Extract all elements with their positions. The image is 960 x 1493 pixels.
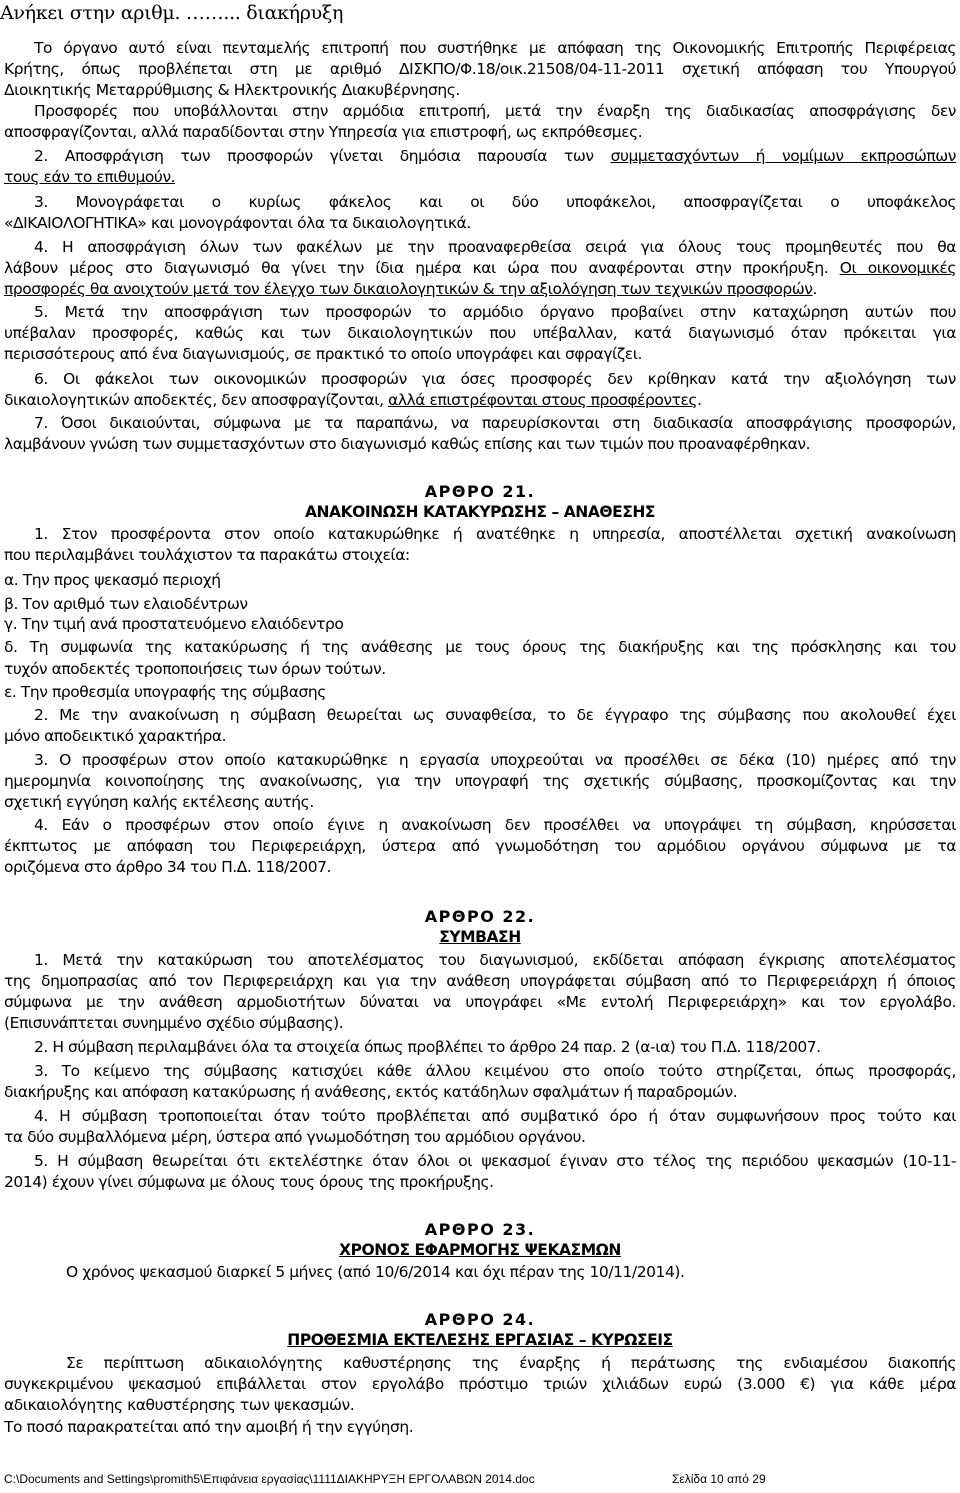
list-item: δ. Τη συμφωνία της κατακύρωσης ή της ανάθεσης με τους όρους της διακήρυξης και της πρόσκλησης και του	[4, 638, 956, 656]
text-segment: Όσοι δικαιούνται, σύμφωνα με τα παραπάνω, να παρευρίσκονται στη διαδικασία αποσφράγισης προσφορών,	[60, 414, 956, 432]
article-title: ΑΝΑΚΟΙΝΩΣΗ ΚΑΤΑΚΥΡΩΣΗΣ – ΑΝΑΘΕΣΗΣ	[304, 503, 656, 521]
list-item	[4, 413, 956, 434]
text-segment: Οι φάκελοι των οικονομικών προσφορών για όσες προσφορές δεν κρίθηκαν κατά την αξιολόγηση των	[63, 370, 956, 388]
text-line: οριζόμενα στο άρθρο 34 του Π.Δ. 118/2007.	[4, 858, 332, 876]
underlined-text: τους εάν το επιθυμούν.	[4, 168, 176, 186]
text-line: σχετική εγγύηση καλής εκτέλεσης αυτής.	[4, 793, 314, 811]
text-segment: Μετά την αποσφράγιση των προσφορών το αρμόδιο όργανο προβαίνει στην καταχώρηση αυτών που	[64, 303, 956, 321]
footer-file-path: C:\Documents and Settings\promith5\Επιφάνεια εργασίας\1111ΔΙΑΚΗΡΥΞΗ ΕΡΓΟΛΑΒΩΝ 2014.doc	[4, 1472, 535, 1486]
list-item: 2. Η σύμβαση περιλαμβάνει όλα τα στοιχεία όπως προβλέπει το άρθρο 24 παρ. 2 (α-ια) του Π.Δ. 118/2007.	[34, 1038, 821, 1056]
text-line: Ο χρόνος ψεκασμού διαρκεί 5 μήνες (από 10/6/2014 και όχι πέραν της 10/11/2014).	[66, 1263, 685, 1281]
text-line: της δημοπρασίας από τον Περιφερειάρχη και για την ανάθεση υπογράφεται σύμβαση από το Περιφερειάρχη ή όποιος	[4, 972, 956, 990]
text-line: υπέβαλαν προσφορές, καθώς και των δικαιολογητικών που υπέβαλλαν, κατά διαγωνισμό όταν πρόκειται για	[4, 324, 956, 342]
list-item	[4, 146, 956, 167]
article-title: ΣΥΜΒΑΣΗ	[439, 928, 521, 946]
list-item: 3. Ο προσφέρων στον οποίο κατακυρώθηκε η εργασία υποχρεούται να προσέλθει σε δέκα (10) ημέρες από την	[34, 751, 956, 769]
article-heading: ΑΡΘΡΟ 22.	[424, 907, 536, 926]
text-segment: .	[697, 391, 702, 409]
text-line: αποσφραγίζονται, αλλά παραδίδονται στην Υπηρεσία για επιστροφή, ως εκπρόθεσμες.	[4, 123, 643, 141]
list-item: 4. Εάν ο προσφέρων στον οποίο έγινε η ανακοίνωση δεν προσέλθει να υπογράψει τη σύμβαση, κηρύσσεται	[34, 816, 956, 834]
text-line: Σε περίπτωση αδικαιολόγητης καθυστέρησης της έναρξης ή περάτωσης της ενδιαμέσου διακοπής	[66, 1354, 956, 1372]
article-title: ΠΡΟΘΕΣΜΙΑ ΕΚΤΕΛΕΣΗΣ ΕΡΓΑΣΙΑΣ – ΚΥΡΩΣΕΙΣ	[287, 1331, 673, 1349]
list-item	[4, 192, 956, 213]
underlined-text: προσφορές θα ανοιχτούν μετά τον έλεγχο των δικαιολογητικών & την αξιολόγηση των τεχνικών προσφορών	[4, 280, 813, 298]
text-line: μόνο αποδεικτικό χαρακτήρα.	[4, 727, 227, 745]
text-line: περισσότερους από ένα διαγωνισμούς, σε πρακτικό το οποίο υπογράφει και σφραγίζει.	[4, 345, 643, 363]
text-segment: .	[812, 280, 817, 298]
list-item: ε. Την προθεσμία υπογραφής της σύμβασης	[4, 683, 326, 701]
text-segment: λάβουν μέρος στο διαγωνισμό θα γίνει την ίδια ημέρα και ώρα που αναφέρονται στην προκήρυξη.	[4, 259, 829, 277]
underlined-text: συμμετασχόντων ή νομίμων εκπροσώπων	[610, 147, 956, 165]
text-line: «ΔΙΚΑΙΟΛΟΓΗΤΙΚΑ» και μονογράφονται όλα τα δικαιολογητικά.	[4, 214, 471, 232]
list-item: γ. Την τιμή ανά προστατευόμενο ελαιόδεντρο	[4, 615, 344, 633]
text-line: διακήρυξης και απόφαση κατακύρωσης ή ανάθεσης, εκτός κατάδηλων σφαλμάτων ή παραδρομών.	[4, 1083, 738, 1101]
item-number: 6.	[34, 370, 48, 388]
list-item: 5. Η σύμβαση θεωρείται ότι εκτελέστηκε όταν όλοι οι ψεκασμοί έγιναν στο τέλος της περιόδου ψεκασμών (10-11-	[34, 1152, 956, 1170]
page-header: Ανήκει στην αριθμ. ……... διακήρυξη	[0, 2, 344, 24]
text-segment: δικαιολογητικών αποδεκτές, δεν αποσφραγίζονται,	[4, 391, 384, 409]
list-item	[4, 237, 956, 258]
article-title: ΧΡΟΝΟΣ ΕΦΑΡΜΟΓΗΣ ΨΕΚΑΣΜΩΝ	[339, 1241, 621, 1259]
article-heading: ΑΡΘΡΟ 24.	[424, 1310, 536, 1329]
list-item: 4. Η σύμβαση τροποποιείται όταν τούτο προβλέπεται από συμβατικό όρο ή όταν συμφωνήσουν προς τούτο και	[34, 1107, 956, 1125]
text-line: λαμβάνουν γνώση των συμμετασχόντων στο διαγωνισμό καθώς επίσης και των τιμών που προαναφέρθηκαν.	[4, 435, 811, 453]
footer-page-number: Σελίδα 10 από 29	[672, 1472, 766, 1486]
text-line: Διοικητικής Μεταρρύθμισης & Ηλεκτρονικής Διακυβέρνησης.	[4, 81, 460, 99]
text-line: αδικαιολόγητης καθυστέρησης των ψεκασμών.	[4, 1396, 355, 1414]
item-number: 4.	[34, 238, 48, 256]
underlined-text: Οι οικονομικές	[839, 259, 956, 277]
text-line: Το όργανο αυτό είναι πενταμελής επιτροπή που συστήθηκε με απόφαση της Οικονομικής Επιτροπής Περιφέρειας	[34, 39, 956, 57]
text-segment: Αποσφράγιση των προσφορών γίνεται δημόσια παρουσία των	[64, 147, 594, 165]
text-line: Το ποσό παρακρατείται από την αμοιβή ή την εγγύηση.	[4, 1418, 414, 1436]
list-item: 1. Στον προσφέροντα στον οποίο κατακυρώθηκε ή ανατέθηκε η υπηρεσία, αποστέλλεται σχετική ανακοίνωση	[34, 525, 956, 543]
text-line: που περιλαμβάνει τουλάχιστον τα παρακάτω στοιχεία:	[4, 546, 410, 564]
item-number: 2.	[34, 147, 48, 165]
text-segment: Η αποσφράγιση όλων των φακέλων με την προαναφερθείσα σειρά για όλους τους προμηθευτές που θα	[62, 238, 956, 256]
underlined-text: αλλά επιστρέφονται στους προσφέροντες	[388, 391, 698, 409]
list-item: α. Την προς ψεκασμό περιοχή	[4, 571, 221, 589]
list-item: 1. Μετά την κατακύρωση του αποτελέσματος του διαγωνισμού, εκδίδεται απόφαση έγκρισης αποτελέσματος	[34, 951, 956, 969]
article-heading: ΑΡΘΡΟ 21.	[424, 482, 536, 501]
text-line	[4, 258, 956, 279]
list-item: 3. Το κείμενο της σύμβασης κατισχύει κάθε άλλου κειμένου στο οποίο τούτο στηρίζεται, όπως προσφοράς,	[34, 1062, 956, 1080]
list-item	[4, 302, 956, 323]
text-line: ημερομηνία κοινοποίησης της ανακοίνωσης, για την υπογραφή της σχετικής σύμβασης, προσκομίζοντας και την	[4, 772, 956, 790]
list-item: β. Τον αριθμό των ελαιοδέντρων	[4, 595, 248, 613]
text-line: (Επισυνάπτεται συνημμένο σχέδιο σύμβασης).	[4, 1014, 344, 1032]
text-line: συγκεκριμένου ψεκασμού επιβάλλεται στον εργολάβο πρόστιμο τριών χιλιάδων ευρώ (3.000 €) για κάθε μέρα	[4, 1375, 956, 1393]
list-item: 2. Με την ανακοίνωση η σύμβαση θεωρείται ως συναφθείσα, το δε έγγραφο της σύμβασης που ακολουθεί έχει	[34, 706, 956, 724]
article-heading: ΑΡΘΡΟ 23.	[424, 1220, 536, 1239]
text-line: Προσφορές που υποβάλλονται στην αρμόδια επιτροπή, μετά την έναρξη της διαδικασίας αποσφράγισης δεν	[34, 102, 956, 120]
text-line	[4, 390, 956, 411]
text-line	[4, 279, 956, 300]
text-line: Κρήτης, όπως προβλέπεται στη με αριθμό ΔΙΣΚΠΟ/Φ.18/οικ.21508/04-11-2011 σχετική απόφαση του Υπουργού	[4, 60, 956, 78]
item-number: 7.	[34, 414, 48, 432]
item-number: 3.	[34, 193, 48, 211]
text-line: τυχόν αποδεκτές τροποποιήσεις των όρων τούτων.	[4, 660, 386, 678]
text-line: 2014) έχουν γίνει σύμφωνα με όλους τους όρους της προκήρυξης.	[4, 1173, 494, 1191]
text-line: σύμφωνα με την ανάθεση αρμοδιοτήτων δύναται να υπογράφει «Με εντολή Περιφερειάρχη» και τον εργολάβο.	[4, 993, 956, 1011]
item-number: 5.	[34, 303, 48, 321]
text-line: έκπτωτος με απόφαση του Περιφερειάρχη, ύστερα από γνωμοδότηση του αρμόδιου οργάνου σύμφωνα με τα	[4, 837, 956, 855]
list-item	[4, 369, 956, 390]
text-segment: Μονογράφεται ο κυρίως φάκελος και οι δύο υποφάκελοι, αποσφραγίζεται ο υποφάκελος	[75, 193, 956, 211]
text-line: τα δύο συμβαλλόμενα μέρη, ύστερα από γνωμοδότηση του αρμόδιου οργάνου.	[4, 1128, 586, 1146]
